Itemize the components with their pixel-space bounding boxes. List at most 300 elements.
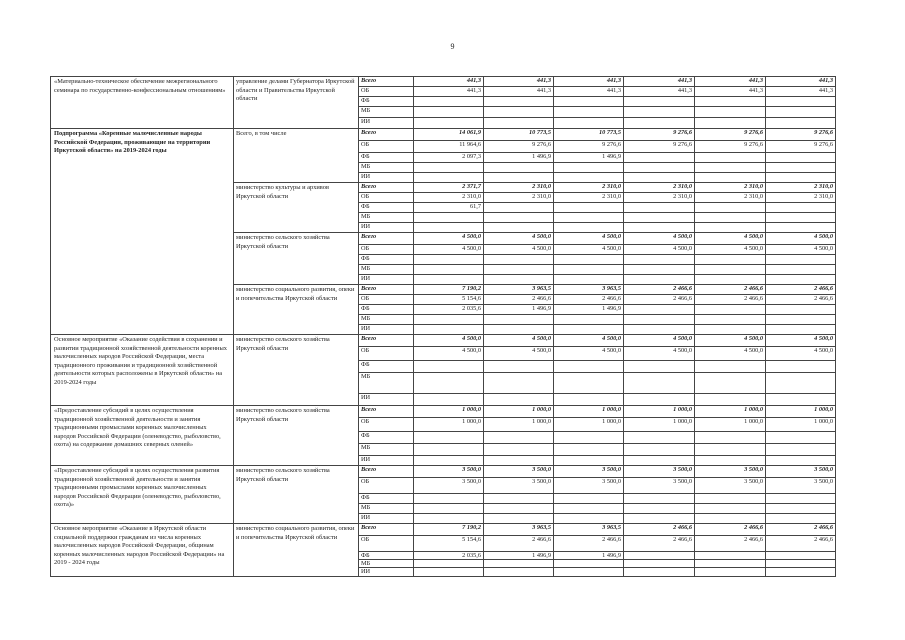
amount-cell bbox=[695, 223, 766, 233]
amount-cell bbox=[766, 552, 836, 560]
funding-source-cell: Всего bbox=[359, 466, 414, 478]
amount-cell: 2 466,6 bbox=[766, 295, 836, 305]
amount-cell: 4 500,0 bbox=[484, 335, 554, 347]
amount-cell: 2 466,6 bbox=[766, 536, 836, 552]
amount-cell bbox=[414, 275, 484, 285]
table-row bbox=[51, 406, 836, 418]
amount-cell: 5 154,6 bbox=[414, 295, 484, 305]
amount-cell bbox=[624, 444, 695, 456]
amount-cell bbox=[554, 275, 624, 285]
funding-source-cell: МБ bbox=[359, 213, 414, 223]
amount-cell: 2 035,6 bbox=[414, 305, 484, 315]
amount-cell bbox=[766, 373, 836, 394]
amount-cell bbox=[766, 305, 836, 315]
table-row bbox=[51, 524, 836, 536]
amount-cell: 4 500,0 bbox=[414, 347, 484, 361]
amount-cell: 1 496,9 bbox=[554, 305, 624, 315]
table-row bbox=[51, 77, 836, 87]
funding-source-cell: Всего bbox=[359, 335, 414, 347]
amount-cell: 4 500,0 bbox=[554, 245, 624, 255]
amount-cell bbox=[766, 444, 836, 456]
amount-cell bbox=[695, 265, 766, 275]
amount-cell: 441,3 bbox=[554, 77, 624, 87]
amount-cell bbox=[554, 163, 624, 173]
amount-cell: 1 496,9 bbox=[554, 552, 624, 560]
amount-cell bbox=[766, 315, 836, 325]
amount-cell: 1 496,9 bbox=[484, 153, 554, 163]
amount-cell: 10 773,5 bbox=[554, 129, 624, 141]
amount-cell bbox=[766, 118, 836, 129]
amount-cell: 441,3 bbox=[766, 87, 836, 97]
amount-cell bbox=[414, 444, 484, 456]
amount-cell: 9 276,6 bbox=[554, 141, 624, 153]
funding-source-cell: ОБ bbox=[359, 245, 414, 255]
amount-cell: 1 000,0 bbox=[554, 418, 624, 432]
activity-description: Основное мероприятие «Оказание содействия в сохранении и развитии традиционной хозяйственной деятельности коренных малочисленных народов Российской Федерации, места традиционного проживания и традиционной хозяйственной деятельности которых расположены в Иркутской области» на 2019-2024 годы bbox=[51, 335, 234, 406]
amount-cell bbox=[484, 444, 554, 456]
amount-cell: 3 500,0 bbox=[624, 466, 695, 478]
amount-cell: 1 496,9 bbox=[554, 153, 624, 163]
amount-cell: 9 276,6 bbox=[624, 129, 695, 141]
amount-cell bbox=[484, 325, 554, 335]
amount-cell: 4 500,0 bbox=[414, 233, 484, 245]
amount-cell: 2 310,0 bbox=[766, 193, 836, 203]
amount-cell bbox=[766, 265, 836, 275]
funding-source-cell: МБ bbox=[359, 444, 414, 456]
amount-cell: 9 276,6 bbox=[766, 129, 836, 141]
amount-cell: 9 276,6 bbox=[695, 141, 766, 153]
page-number: 9 bbox=[450, 42, 455, 51]
amount-cell: 4 500,0 bbox=[695, 335, 766, 347]
amount-cell bbox=[414, 325, 484, 335]
amount-cell bbox=[695, 173, 766, 183]
amount-cell: 4 500,0 bbox=[766, 245, 836, 255]
amount-cell bbox=[695, 315, 766, 325]
amount-cell bbox=[766, 275, 836, 285]
amount-cell bbox=[624, 373, 695, 394]
amount-cell bbox=[484, 361, 554, 373]
amount-cell: 4 500,0 bbox=[766, 335, 836, 347]
amount-cell: 1 000,0 bbox=[414, 418, 484, 432]
amount-cell: 5 154,6 bbox=[414, 536, 484, 552]
amount-cell: 441,3 bbox=[624, 87, 695, 97]
amount-cell bbox=[624, 315, 695, 325]
amount-cell bbox=[414, 373, 484, 394]
amount-cell bbox=[624, 514, 695, 524]
amount-cell: 4 500,0 bbox=[624, 245, 695, 255]
amount-cell: 4 500,0 bbox=[484, 233, 554, 245]
amount-cell: 2 466,6 bbox=[484, 295, 554, 305]
amount-cell bbox=[484, 560, 554, 568]
amount-cell bbox=[766, 361, 836, 373]
amount-cell: 4 500,0 bbox=[766, 233, 836, 245]
amount-cell: 2 097,3 bbox=[414, 153, 484, 163]
amount-cell: 4 500,0 bbox=[414, 245, 484, 255]
amount-cell bbox=[554, 494, 624, 504]
amount-cell: 4 500,0 bbox=[624, 347, 695, 361]
amount-cell bbox=[414, 568, 484, 576]
amount-cell bbox=[695, 514, 766, 524]
amount-cell bbox=[766, 456, 836, 466]
amount-cell bbox=[554, 107, 624, 118]
funding-source-cell: ФБ bbox=[359, 432, 414, 444]
amount-cell bbox=[484, 213, 554, 223]
amount-cell bbox=[484, 315, 554, 325]
amount-cell bbox=[414, 560, 484, 568]
amount-cell: 2 310,0 bbox=[554, 183, 624, 193]
amount-cell bbox=[624, 394, 695, 406]
funding-source-cell: МБ bbox=[359, 560, 414, 568]
amount-cell bbox=[695, 118, 766, 129]
amount-cell: 1 496,9 bbox=[484, 305, 554, 315]
amount-cell bbox=[414, 494, 484, 504]
amount-cell: 1 000,0 bbox=[624, 418, 695, 432]
amount-cell bbox=[624, 163, 695, 173]
executor-cell: министерство социального развития, опеки и попечительства Иркутской области bbox=[234, 524, 359, 577]
amount-cell: 2 466,6 bbox=[624, 295, 695, 305]
amount-cell: 2 466,6 bbox=[554, 295, 624, 305]
amount-cell: 2 466,6 bbox=[624, 524, 695, 536]
funding-source-cell: МБ bbox=[359, 265, 414, 275]
amount-cell: 9 276,6 bbox=[484, 141, 554, 153]
amount-cell: 441,3 bbox=[414, 87, 484, 97]
amount-cell: 2 310,0 bbox=[554, 193, 624, 203]
amount-cell bbox=[624, 97, 695, 107]
funding-source-cell: ОБ bbox=[359, 418, 414, 432]
amount-cell bbox=[554, 394, 624, 406]
amount-cell bbox=[766, 255, 836, 265]
amount-cell bbox=[484, 97, 554, 107]
amount-cell bbox=[554, 444, 624, 456]
amount-cell: 3 500,0 bbox=[414, 478, 484, 494]
amount-cell: 2 310,0 bbox=[766, 183, 836, 193]
funding-source-cell: ИИ bbox=[359, 223, 414, 233]
amount-cell bbox=[484, 456, 554, 466]
funding-source-cell: ФБ bbox=[359, 153, 414, 163]
amount-cell: 441,3 bbox=[484, 87, 554, 97]
amount-cell: 441,3 bbox=[554, 87, 624, 97]
amount-cell bbox=[414, 361, 484, 373]
amount-cell bbox=[484, 514, 554, 524]
funding-source-cell: ИИ bbox=[359, 394, 414, 406]
amount-cell: 3 500,0 bbox=[624, 478, 695, 494]
amount-cell bbox=[695, 107, 766, 118]
amount-cell bbox=[695, 361, 766, 373]
amount-cell bbox=[484, 223, 554, 233]
amount-cell bbox=[484, 373, 554, 394]
amount-cell bbox=[624, 255, 695, 265]
funding-source-cell: МБ bbox=[359, 163, 414, 173]
amount-cell: 10 773,5 bbox=[484, 129, 554, 141]
amount-cell: 441,3 bbox=[766, 77, 836, 87]
amount-cell bbox=[695, 432, 766, 444]
amount-cell bbox=[414, 265, 484, 275]
funding-source-cell: ИИ bbox=[359, 118, 414, 129]
table-row bbox=[51, 335, 836, 347]
amount-cell bbox=[554, 560, 624, 568]
executor-cell: управление делами Губернатора Иркутской области и Правительства Иркутской области bbox=[234, 77, 359, 129]
amount-cell bbox=[695, 373, 766, 394]
amount-cell bbox=[624, 275, 695, 285]
executor-cell: министерство социального развития, опеки и попечительства Иркутской области bbox=[234, 285, 359, 335]
amount-cell bbox=[766, 494, 836, 504]
amount-cell bbox=[766, 173, 836, 183]
amount-cell bbox=[695, 560, 766, 568]
amount-cell: 1 000,0 bbox=[766, 406, 836, 418]
amount-cell bbox=[624, 118, 695, 129]
amount-cell: 1 496,9 bbox=[484, 552, 554, 560]
amount-cell: 1 000,0 bbox=[695, 406, 766, 418]
amount-cell bbox=[695, 494, 766, 504]
amount-cell bbox=[766, 560, 836, 568]
amount-cell bbox=[554, 255, 624, 265]
amount-cell bbox=[484, 494, 554, 504]
activity-description: «Предоставление субсидий в целях осуществления традиционной хозяйственной деятельности и занятия традиционными промыслами коренных малочисленных народов Российской Федерации (оленеводство, рыболовство, охота) на содержание домашних северных оленей» bbox=[51, 406, 234, 466]
amount-cell: 2 466,6 bbox=[554, 536, 624, 552]
amount-cell: 2 466,6 bbox=[484, 536, 554, 552]
activity-description: «Материально-техническое обеспечение межрегионального семинара по государственно-конфессиональным отношениям» bbox=[51, 77, 234, 129]
amount-cell: 2 310,0 bbox=[484, 193, 554, 203]
amount-cell bbox=[484, 107, 554, 118]
amount-cell: 4 500,0 bbox=[554, 347, 624, 361]
amount-cell bbox=[414, 432, 484, 444]
amount-cell bbox=[695, 394, 766, 406]
amount-cell bbox=[554, 514, 624, 524]
amount-cell: 2 466,6 bbox=[695, 536, 766, 552]
amount-cell bbox=[624, 552, 695, 560]
amount-cell bbox=[766, 153, 836, 163]
amount-cell: 3 500,0 bbox=[554, 478, 624, 494]
amount-cell bbox=[624, 456, 695, 466]
amount-cell bbox=[414, 118, 484, 129]
funding-source-cell: ИИ bbox=[359, 275, 414, 285]
funding-source-cell: ФБ bbox=[359, 552, 414, 560]
amount-cell: 3 500,0 bbox=[766, 478, 836, 494]
funding-source-cell: ИИ bbox=[359, 325, 414, 335]
amount-cell: 4 500,0 bbox=[766, 347, 836, 361]
funding-source-cell: ФБ bbox=[359, 203, 414, 213]
amount-cell bbox=[414, 223, 484, 233]
amount-cell: 2 371,7 bbox=[414, 183, 484, 193]
amount-cell bbox=[484, 568, 554, 576]
amount-cell: 441,3 bbox=[695, 87, 766, 97]
amount-cell bbox=[624, 494, 695, 504]
amount-cell bbox=[766, 223, 836, 233]
amount-cell bbox=[766, 568, 836, 576]
funding-source-cell: ОБ bbox=[359, 478, 414, 494]
amount-cell bbox=[484, 173, 554, 183]
executor-cell: министерство сельского хозяйства Иркутской области bbox=[234, 335, 359, 406]
amount-cell bbox=[554, 223, 624, 233]
amount-cell: 441,3 bbox=[624, 77, 695, 87]
amount-cell: 1 000,0 bbox=[484, 418, 554, 432]
amount-cell bbox=[624, 223, 695, 233]
amount-cell bbox=[554, 325, 624, 335]
amount-cell bbox=[624, 504, 695, 514]
amount-cell bbox=[624, 305, 695, 315]
table-row bbox=[51, 466, 836, 478]
amount-cell bbox=[766, 394, 836, 406]
budget-table bbox=[50, 76, 836, 577]
amount-cell: 2 310,0 bbox=[695, 183, 766, 193]
amount-cell bbox=[414, 107, 484, 118]
amount-cell bbox=[624, 560, 695, 568]
amount-cell: 2 466,6 bbox=[695, 295, 766, 305]
amount-cell bbox=[554, 173, 624, 183]
amount-cell: 4 500,0 bbox=[695, 233, 766, 245]
amount-cell bbox=[414, 514, 484, 524]
funding-source-cell: Всего bbox=[359, 129, 414, 141]
amount-cell: 9 276,6 bbox=[766, 141, 836, 153]
amount-cell: 441,3 bbox=[695, 77, 766, 87]
amount-cell bbox=[695, 203, 766, 213]
amount-cell bbox=[554, 203, 624, 213]
amount-cell: 4 500,0 bbox=[624, 233, 695, 245]
amount-cell bbox=[484, 504, 554, 514]
amount-cell bbox=[484, 163, 554, 173]
amount-cell: 2 466,6 bbox=[766, 524, 836, 536]
amount-cell: 441,3 bbox=[484, 77, 554, 87]
amount-cell: 1 000,0 bbox=[554, 406, 624, 418]
amount-cell: 4 500,0 bbox=[484, 347, 554, 361]
funding-source-cell: ИИ bbox=[359, 568, 414, 576]
amount-cell bbox=[554, 504, 624, 514]
amount-cell bbox=[695, 325, 766, 335]
amount-cell: 61,7 bbox=[414, 203, 484, 213]
amount-cell bbox=[414, 504, 484, 514]
amount-cell bbox=[624, 153, 695, 163]
amount-cell bbox=[695, 456, 766, 466]
amount-cell: 3 963,5 bbox=[554, 285, 624, 295]
funding-source-cell: ФБ bbox=[359, 255, 414, 265]
amount-cell: 14 061,9 bbox=[414, 129, 484, 141]
amount-cell bbox=[484, 203, 554, 213]
amount-cell bbox=[766, 97, 836, 107]
amount-cell bbox=[624, 107, 695, 118]
funding-source-cell: ОБ bbox=[359, 141, 414, 153]
executor-cell: министерство сельского хозяйства Иркутской области bbox=[234, 406, 359, 466]
amount-cell bbox=[414, 315, 484, 325]
amount-cell: 9 276,6 bbox=[624, 141, 695, 153]
amount-cell bbox=[484, 265, 554, 275]
funding-source-cell: ОБ bbox=[359, 87, 414, 97]
amount-cell: 1 000,0 bbox=[624, 406, 695, 418]
amount-cell bbox=[484, 394, 554, 406]
funding-source-cell: ИИ bbox=[359, 456, 414, 466]
amount-cell: 3 500,0 bbox=[554, 466, 624, 478]
funding-source-cell: ФБ bbox=[359, 305, 414, 315]
amount-cell: 3 500,0 bbox=[695, 466, 766, 478]
amount-cell: 2 035,6 bbox=[414, 552, 484, 560]
amount-cell bbox=[695, 153, 766, 163]
amount-cell: 441,3 bbox=[414, 77, 484, 87]
amount-cell: 7 190,2 bbox=[414, 524, 484, 536]
funding-source-cell: ФБ bbox=[359, 361, 414, 373]
amount-cell bbox=[414, 394, 484, 406]
amount-cell bbox=[414, 163, 484, 173]
amount-cell bbox=[414, 173, 484, 183]
funding-source-cell: ОБ bbox=[359, 193, 414, 203]
amount-cell: 3 500,0 bbox=[414, 466, 484, 478]
amount-cell bbox=[554, 373, 624, 394]
funding-source-cell: Всего bbox=[359, 233, 414, 245]
amount-cell bbox=[695, 163, 766, 173]
amount-cell: 11 964,6 bbox=[414, 141, 484, 153]
executor-cell: Всего, в том числе bbox=[234, 129, 359, 183]
amount-cell: 7 190,2 bbox=[414, 285, 484, 295]
amount-cell bbox=[695, 255, 766, 265]
amount-cell: 2 310,0 bbox=[624, 193, 695, 203]
amount-cell bbox=[484, 255, 554, 265]
amount-cell bbox=[695, 305, 766, 315]
amount-cell bbox=[695, 552, 766, 560]
funding-source-cell: Всего bbox=[359, 406, 414, 418]
activity-description: «Предоставление субсидий в целях осуществления развития традиционной хозяйственной деятельности и занятия традиционными промыслами коренных малочисленных народов Российской Федерации (оленеводство, рыболовство, охота)» bbox=[51, 466, 234, 524]
funding-source-cell: МБ bbox=[359, 107, 414, 118]
funding-source-cell: МБ bbox=[359, 504, 414, 514]
amount-cell bbox=[766, 107, 836, 118]
amount-cell bbox=[766, 213, 836, 223]
activity-description: Подпрограмма «Коренные малочисленные народы Российской Федерации, проживающие на территории Иркутской области» на 2019-2024 годы bbox=[51, 129, 234, 335]
amount-cell bbox=[554, 432, 624, 444]
amount-cell: 2 310,0 bbox=[484, 183, 554, 193]
amount-cell bbox=[624, 203, 695, 213]
amount-cell bbox=[484, 275, 554, 285]
amount-cell: 2 310,0 bbox=[414, 193, 484, 203]
amount-cell: 1 000,0 bbox=[414, 406, 484, 418]
activity-description: Основное мероприятие «Оказание в Иркутской области социальной поддержки гражданам из числа коренных малочисленных народов Российской Федерации, общинам коренных малочисленных народов Российской Федерации» на 2019 - 2024 годы bbox=[51, 524, 234, 577]
amount-cell bbox=[414, 213, 484, 223]
amount-cell: 3 963,5 bbox=[484, 524, 554, 536]
funding-source-cell: ФБ bbox=[359, 494, 414, 504]
funding-source-cell: Всего bbox=[359, 183, 414, 193]
funding-source-cell: ОБ bbox=[359, 536, 414, 552]
amount-cell: 3 500,0 bbox=[695, 478, 766, 494]
amount-cell bbox=[554, 361, 624, 373]
amount-cell bbox=[624, 568, 695, 576]
amount-cell: 4 500,0 bbox=[624, 335, 695, 347]
amount-cell bbox=[624, 213, 695, 223]
funding-source-cell: Всего bbox=[359, 524, 414, 536]
amount-cell bbox=[624, 432, 695, 444]
amount-cell bbox=[766, 163, 836, 173]
amount-cell bbox=[624, 173, 695, 183]
amount-cell: 3 963,5 bbox=[484, 285, 554, 295]
amount-cell: 2 466,6 bbox=[624, 536, 695, 552]
amount-cell bbox=[695, 444, 766, 456]
amount-cell bbox=[695, 97, 766, 107]
funding-source-cell: ИИ bbox=[359, 173, 414, 183]
executor-cell: министерство сельского хозяйства Иркутской области bbox=[234, 233, 359, 285]
funding-source-cell: Всего bbox=[359, 285, 414, 295]
amount-cell: 4 500,0 bbox=[695, 245, 766, 255]
amount-cell: 3 500,0 bbox=[484, 466, 554, 478]
amount-cell: 2 466,6 bbox=[695, 285, 766, 295]
amount-cell bbox=[414, 255, 484, 265]
amount-cell bbox=[554, 568, 624, 576]
funding-source-cell: МБ bbox=[359, 315, 414, 325]
executor-cell: министерство культуры и архивов Иркутской области bbox=[234, 183, 359, 233]
amount-cell bbox=[414, 97, 484, 107]
amount-cell: 2 310,0 bbox=[624, 183, 695, 193]
amount-cell: 4 500,0 bbox=[695, 347, 766, 361]
amount-cell bbox=[766, 203, 836, 213]
amount-cell bbox=[554, 315, 624, 325]
amount-cell bbox=[484, 118, 554, 129]
amount-cell: 1 000,0 bbox=[484, 406, 554, 418]
amount-cell bbox=[695, 504, 766, 514]
amount-cell: 4 500,0 bbox=[554, 233, 624, 245]
